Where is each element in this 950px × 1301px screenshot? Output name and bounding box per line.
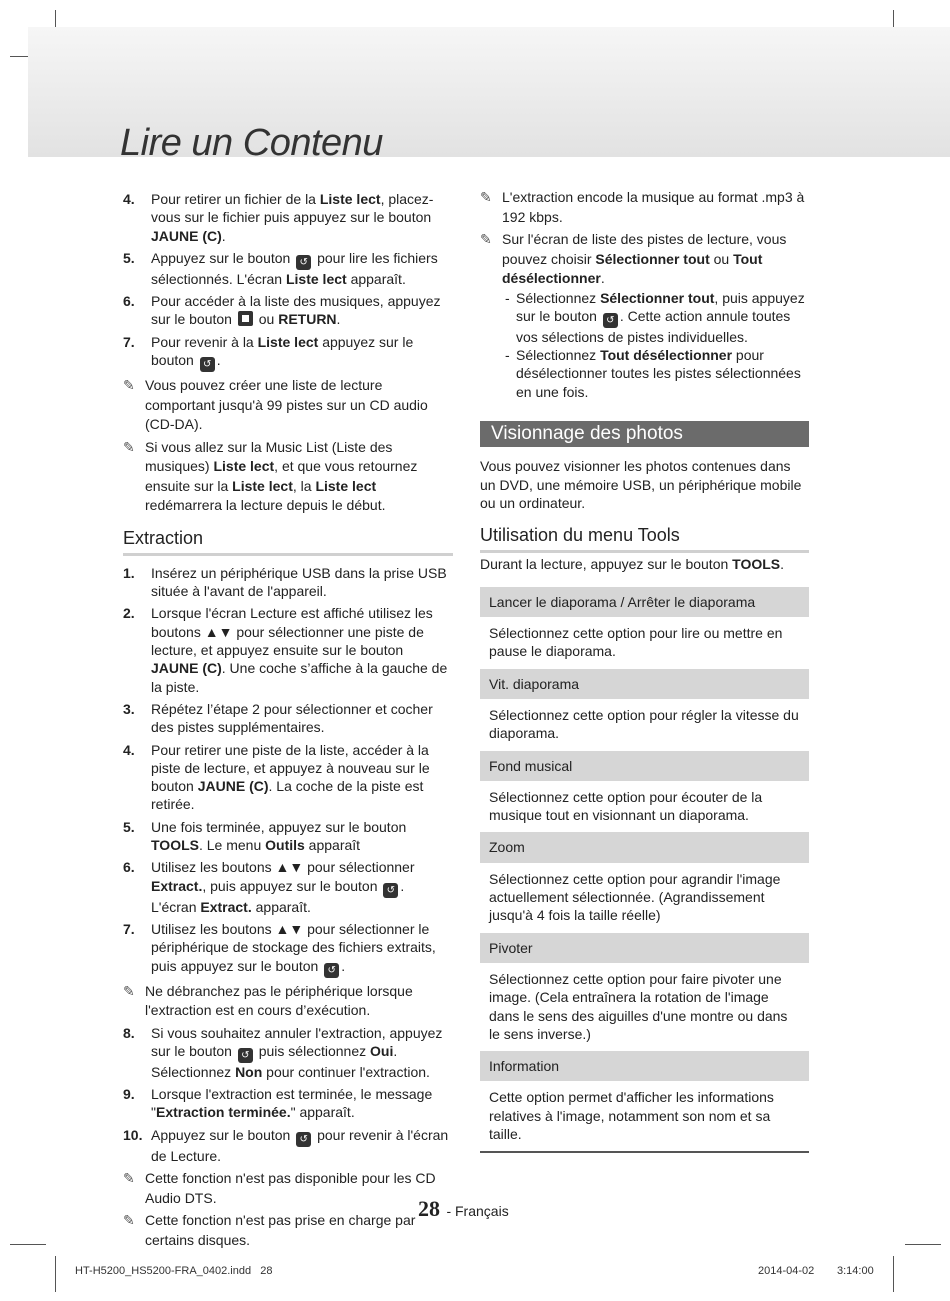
option-name: Zoom	[480, 832, 809, 862]
note-text: Sur l'écran de liste des pistes de lecture, vous pouvez choisir Sélectionner tout ou Tout désélectionner.	[502, 231, 787, 286]
option-description: Sélectionnez cette option pour agrandir l'image actuellement sélectionnée. (Agrandissement jusqu'à 4 fois la taille réelle)	[489, 870, 781, 924]
pencil-icon: ✎	[123, 982, 135, 999]
step-number: 10.	[123, 1126, 143, 1143]
enter-icon: ↺	[296, 1132, 311, 1147]
list-item	[123, 818, 453, 855]
crop-mark	[893, 1256, 894, 1292]
pencil-icon: ✎	[123, 377, 135, 394]
list-item	[123, 700, 453, 737]
step-number: 4.	[123, 191, 135, 207]
crop-mark	[55, 1256, 56, 1292]
step-number: 7.	[123, 920, 135, 937]
right-column	[480, 188, 809, 1153]
step-number: 9.	[123, 1086, 135, 1103]
step-text: Répétez l’étape 2 pour sélectionner et cocher des pistes supplémentaires.	[151, 700, 433, 736]
note	[123, 982, 453, 1021]
dash: -	[505, 347, 510, 364]
note-text: Ne débranchez pas le périphérique lorsque l'extraction est en cours d’exécution.	[145, 982, 413, 1019]
option-name: Fond musical	[480, 751, 809, 781]
pencil-icon: ✎	[123, 438, 135, 455]
step-number: 5.	[123, 818, 135, 835]
crop-mark	[905, 1244, 941, 1245]
step-number: 6.	[123, 293, 135, 310]
option-name: Information	[480, 1051, 809, 1081]
list-item	[123, 920, 453, 978]
page-language: - Français	[446, 1203, 509, 1219]
section-heading-photos: Visionnage des photos	[480, 421, 809, 447]
note-text: Vous pouvez créer une liste de lecture comportant jusqu'à 99 pistes sur un CD audio (CD-DA).	[145, 377, 428, 433]
steps-list	[123, 564, 453, 978]
note-text: Si vous allez sur la Music List (Liste des musiques) Liste lect, et que vous retournez ensuite sur la Liste lect, la Liste lect redémarrera la lecture depuis le début.	[145, 438, 418, 514]
sub-item	[480, 346, 809, 401]
list-item	[123, 292, 453, 329]
note	[123, 1211, 453, 1250]
list-item	[123, 1126, 453, 1165]
note	[480, 230, 809, 289]
option-name: Pivoter	[480, 933, 809, 963]
step-number: 7.	[123, 333, 135, 350]
list-item	[123, 1024, 453, 1082]
step-text: Si vous souhaitez annuler l'extraction, appuyez sur le bouton ↺ puis sélectionnez Oui. Sélectionnez Non pour continuer l'extraction.	[151, 1024, 443, 1080]
step-number: 5.	[123, 249, 135, 266]
dash: -	[505, 289, 510, 306]
step-text: Lorsque l'écran Lecture est affiché utilisez les boutons ▲▼ pour sélectionner une piste de lecture, et appuyez ensuite sur le bouton JAUNE (C). Une coche s’affiche à la gauche de la piste.	[151, 605, 448, 695]
list-item	[123, 741, 453, 814]
pencil-icon: ✎	[480, 189, 492, 205]
step-number: 4.	[123, 741, 135, 758]
option-name: Vit. diaporama	[480, 669, 809, 699]
option-description: Sélectionnez cette option pour lire ou mettre en pause le diaporama.	[489, 625, 783, 660]
note	[123, 376, 453, 435]
option-description: Sélectionnez cette option pour régler la vitesse du diaporama.	[489, 706, 799, 742]
step-text: Appuyez sur le bouton ↺ pour revenir à l'écran de Lecture.	[151, 1126, 449, 1164]
footer-time: 3:14:00	[837, 1265, 874, 1277]
note	[123, 1169, 453, 1208]
step-text: Pour retirer un fichier de la Liste lect, placez-vous sur le fichier puis appuyez sur le bouton JAUNE (C).	[151, 191, 434, 244]
step-text: Utilisez les boutons ▲▼ pour sélectionner le périphérique de stockage des fichiers extraits, puis appuyez sur le bouton ↺ .	[151, 920, 436, 976]
sub-list	[480, 289, 809, 401]
page-number: 28	[418, 1196, 440, 1221]
note	[123, 438, 453, 516]
list-item	[123, 1085, 453, 1122]
step-text: Pour revenir à la Liste lect appuyez sur le bouton ↺ .	[151, 333, 414, 371]
option-name: Lancer le diaporama / Arrêter le diaporama	[480, 587, 809, 617]
list-item	[123, 604, 453, 695]
section-heading-extraction: Extraction	[123, 529, 453, 556]
enter-icon: ↺	[238, 1048, 253, 1063]
step-number: 2.	[123, 605, 135, 622]
list-item	[123, 190, 453, 245]
sub-item-text: Sélectionnez Sélectionner tout, puis appuyez sur le bouton ↺ . Cette action annule toutes vos sélections de pistes individuelles.	[516, 289, 805, 345]
step-number: 1.	[123, 564, 135, 581]
notes-list	[123, 1169, 453, 1250]
list-item	[123, 249, 453, 288]
sub-item-text: Sélectionnez Tout désélectionner pour désélectionner toutes les pistes sélectionnées en une fois.	[516, 347, 801, 400]
step-text: Appuyez sur le bouton ↺ pour lire les fichiers sélectionnés. L'écran Liste lect apparaît.	[151, 249, 438, 287]
note	[480, 188, 809, 227]
list-item	[123, 333, 453, 372]
sub-item	[480, 289, 809, 347]
pencil-icon: ✎	[123, 1170, 135, 1186]
step-number: 6.	[123, 859, 135, 876]
steps-list	[123, 190, 453, 372]
note-text: Cette fonction n'est pas prise en charge par certains disques.	[145, 1212, 416, 1248]
section-intro: Vous pouvez visionner les photos contenues dans un DVD, une mémoire USB, un périphérique mobile ou un ordinateur.	[480, 458, 802, 511]
step-text: Insérez un périphérique USB dans la prise USB située à l'avant de l'appareil.	[151, 564, 447, 600]
subsection-heading-tools: Utilisation du menu Tools	[480, 526, 809, 553]
page-number-block	[418, 1196, 509, 1222]
step-text: Une fois terminée, appuyez sur le bouton TOOLS. Le menu Outils apparaît	[151, 818, 407, 854]
option-description: Sélectionnez cette option pour écouter de la musique tout en visionnant un diaporama.	[489, 788, 763, 824]
enter-icon: ↺	[200, 357, 215, 372]
step-text: Utilisez les boutons ▲▼ pour sélectionner Extract., puis appuyez sur le bouton ↺ . L'écran Extract. apparaît.	[151, 859, 415, 915]
footer-date: 2014-04-02	[758, 1265, 815, 1277]
step-text: Pour accéder à la liste des musiques, appuyez sur le bouton ou RETURN.	[151, 293, 441, 328]
note-text: L'extraction encode la musique au format .mp3 à 192 kbps.	[502, 189, 805, 225]
footer-filename: HT-H5200_HS5200-FRA_0402.indd 28	[75, 1265, 273, 1277]
crop-mark	[10, 1244, 46, 1245]
notes-list	[123, 376, 453, 516]
step-text: Pour retirer une piste de la liste, accéder à la piste de lecture, et appuyez à nouveau sur le bouton JAUNE (C). La coche de la piste est retirée.	[151, 741, 430, 813]
list-item	[123, 858, 453, 916]
left-column	[123, 190, 453, 1253]
pencil-icon: ✎	[480, 231, 492, 247]
step-number: 3.	[123, 700, 135, 717]
enter-icon: ↺	[324, 963, 339, 978]
stop-icon	[238, 311, 253, 326]
pencil-icon: ✎	[123, 1212, 135, 1228]
enter-icon: ↺	[603, 313, 618, 328]
step-text: Lorsque l'extraction est terminée, le message "Extraction terminée." apparaît.	[151, 1086, 433, 1121]
enter-icon: ↺	[296, 255, 311, 270]
option-description: Cette option permet d'afficher les informations relatives à l'image, notamment son nom et sa taille.	[489, 1089, 774, 1142]
list-item	[123, 564, 453, 601]
enter-icon: ↺	[383, 883, 398, 898]
option-description: Sélectionnez cette option pour faire pivoter une image. (Cela entraînera la rotation de l'image dans le sens des aiguilles d'une montre ou dans le sens inverse.)	[489, 970, 788, 1042]
steps-list	[123, 1024, 453, 1165]
page-title: Lire un Contenu	[120, 122, 383, 164]
step-number: 8.	[123, 1024, 135, 1041]
tools-intro: Durant la lecture, appuyez sur le bouton TOOLS.	[480, 556, 785, 573]
note-text: Cette fonction n'est pas disponible pour les CD Audio DTS.	[145, 1170, 436, 1206]
options-table	[480, 587, 809, 1154]
